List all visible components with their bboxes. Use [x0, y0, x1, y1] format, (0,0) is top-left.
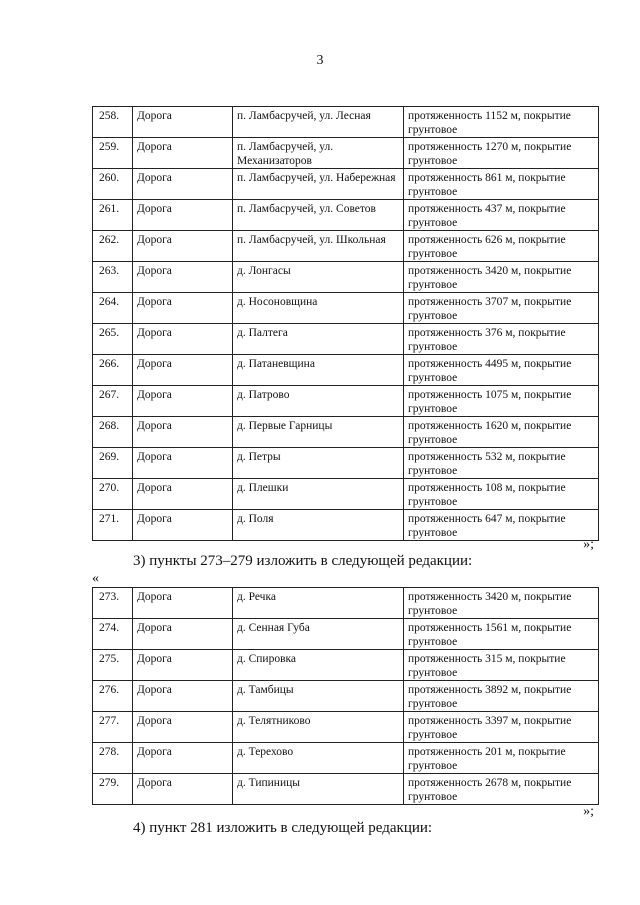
row-number-cell: 258. [93, 107, 133, 138]
row-number-cell: 278. [93, 743, 133, 774]
location-cell: д. Поля [233, 510, 404, 541]
row-number-cell: 267. [93, 386, 133, 417]
object-type-cell: Дорога [133, 510, 233, 541]
row-number-cell: 259. [93, 138, 133, 169]
description-cell: протяженность 3420 м, покрытие грунтовое [404, 262, 599, 293]
location-cell: д. Палтега [233, 324, 404, 355]
row-number-cell: 269. [93, 448, 133, 479]
location-cell: д. Спировка [233, 650, 404, 681]
object-type-cell: Дорога [133, 681, 233, 712]
table-row [93, 774, 599, 805]
object-type-cell: Дорога [133, 619, 233, 650]
location-cell: д. Речка [233, 588, 404, 619]
table-row [93, 355, 599, 386]
page-number: 3 [316, 53, 324, 68]
object-type-cell: Дорога [133, 138, 233, 169]
row-number-cell: 279. [93, 774, 133, 805]
table-row [93, 650, 599, 681]
row-number-cell: 261. [93, 200, 133, 231]
description-cell: протяженность 201 м, покрытие грунтовое [404, 743, 599, 774]
location-cell: п. Ламбасручей, ул. Школьная [233, 231, 404, 262]
table-row [93, 262, 599, 293]
description-cell: протяженность 3397 м, покрытие грунтовое [404, 712, 599, 743]
row-number-cell: 266. [93, 355, 133, 386]
row-number-cell: 268. [93, 417, 133, 448]
row-number-cell: 274. [93, 619, 133, 650]
table-row [93, 619, 599, 650]
description-cell: протяженность 2678 м, покрытие грунтовое [404, 774, 599, 805]
description-cell: протяженность 1561 м, покрытие грунтовое [404, 619, 599, 650]
table-row [93, 231, 599, 262]
location-cell: д. Сенная Губа [233, 619, 404, 650]
location-cell: п. Ламбасручей, ул. Лесная [233, 107, 404, 138]
object-type-cell: Дорога [133, 386, 233, 417]
row-number-cell: 271. [93, 510, 133, 541]
description-cell: протяженность 1152 м, покрытие грунтовое [404, 107, 599, 138]
table-row [93, 417, 599, 448]
table-row [93, 448, 599, 479]
table-row [93, 712, 599, 743]
table-row [93, 138, 599, 169]
description-cell: протяженность 108 м, покрытие грунтовое [404, 479, 599, 510]
object-type-cell: Дорога [133, 448, 233, 479]
table-row [93, 743, 599, 774]
description-cell: протяженность 4495 м, покрытие грунтовое [404, 355, 599, 386]
location-cell: д. Плешки [233, 479, 404, 510]
table-row [93, 293, 599, 324]
row-number-cell: 263. [93, 262, 133, 293]
object-type-cell: Дорога [133, 324, 233, 355]
row-number-cell: 275. [93, 650, 133, 681]
table-row [93, 588, 599, 619]
object-type-cell: Дорога [133, 355, 233, 386]
location-cell: д. Петры [233, 448, 404, 479]
instruction-paragraph-3: 3) пункты 273–279 изложить в следующей редакции: [133, 553, 473, 569]
row-number-cell: 276. [93, 681, 133, 712]
description-cell: протяженность 626 м, покрытие грунтовое [404, 231, 599, 262]
description-cell: протяженность 437 м, покрытие грунтовое [404, 200, 599, 231]
description-cell: протяженность 3892 м, покрытие грунтовое [404, 681, 599, 712]
location-cell: д. Типиницы [233, 774, 404, 805]
table-row [93, 510, 599, 541]
object-type-cell: Дорога [133, 262, 233, 293]
row-number-cell: 270. [93, 479, 133, 510]
table-row [93, 200, 599, 231]
closing-quote-2: »; [583, 804, 594, 819]
table-row [93, 479, 599, 510]
location-cell: д. Патрово [233, 386, 404, 417]
row-number-cell: 273. [93, 588, 133, 619]
row-number-cell: 277. [93, 712, 133, 743]
object-type-cell: Дорога [133, 743, 233, 774]
road-table-2 [92, 587, 599, 805]
instruction-paragraph-4: 4) пункт 281 изложить в следующей редакции: [133, 820, 433, 836]
table-row [93, 386, 599, 417]
description-cell: протяженность 315 м, покрытие грунтовое [404, 650, 599, 681]
road-table-1 [92, 106, 599, 541]
location-cell: п. Ламбасручей, ул. Советов [233, 200, 404, 231]
row-number-cell: 262. [93, 231, 133, 262]
object-type-cell: Дорога [133, 169, 233, 200]
object-type-cell: Дорога [133, 588, 233, 619]
location-cell: п. Ламбасручей, ул. Набережная [233, 169, 404, 200]
description-cell: протяженность 861 м, покрытие грунтовое [404, 169, 599, 200]
location-cell: д. Первые Гарницы [233, 417, 404, 448]
description-cell: протяженность 1620 м, покрытие грунтовое [404, 417, 599, 448]
object-type-cell: Дорога [133, 231, 233, 262]
table-row [93, 169, 599, 200]
closing-quote-1: »; [583, 537, 594, 552]
row-number-cell: 264. [93, 293, 133, 324]
object-type-cell: Дорога [133, 200, 233, 231]
opening-quote: « [92, 571, 99, 586]
object-type-cell: Дорога [133, 417, 233, 448]
description-cell: протяженность 1270 м, покрытие грунтовое [404, 138, 599, 169]
object-type-cell: Дорога [133, 712, 233, 743]
table-row [93, 107, 599, 138]
location-cell: д. Патаневщина [233, 355, 404, 386]
description-cell: протяженность 376 м, покрытие грунтовое [404, 324, 599, 355]
object-type-cell: Дорога [133, 774, 233, 805]
location-cell: д. Тамбицы [233, 681, 404, 712]
description-cell: протяженность 3420 м, покрытие грунтовое [404, 588, 599, 619]
location-cell: д. Телятниково [233, 712, 404, 743]
description-cell: протяженность 3707 м, покрытие грунтовое [404, 293, 599, 324]
object-type-cell: Дорога [133, 293, 233, 324]
location-cell: п. Ламбасручей, ул. Механизаторов [233, 138, 404, 169]
description-cell: протяженность 532 м, покрытие грунтовое [404, 448, 599, 479]
table-row [93, 324, 599, 355]
table-row [93, 681, 599, 712]
object-type-cell: Дорога [133, 107, 233, 138]
location-cell: д. Носоновщина [233, 293, 404, 324]
object-type-cell: Дорога [133, 479, 233, 510]
object-type-cell: Дорога [133, 650, 233, 681]
location-cell: д. Лонгасы [233, 262, 404, 293]
row-number-cell: 260. [93, 169, 133, 200]
row-number-cell: 265. [93, 324, 133, 355]
description-cell: протяженность 1075 м, покрытие грунтовое [404, 386, 599, 417]
location-cell: д. Терехово [233, 743, 404, 774]
description-cell: протяженность 647 м, покрытие грунтовое [404, 510, 599, 541]
